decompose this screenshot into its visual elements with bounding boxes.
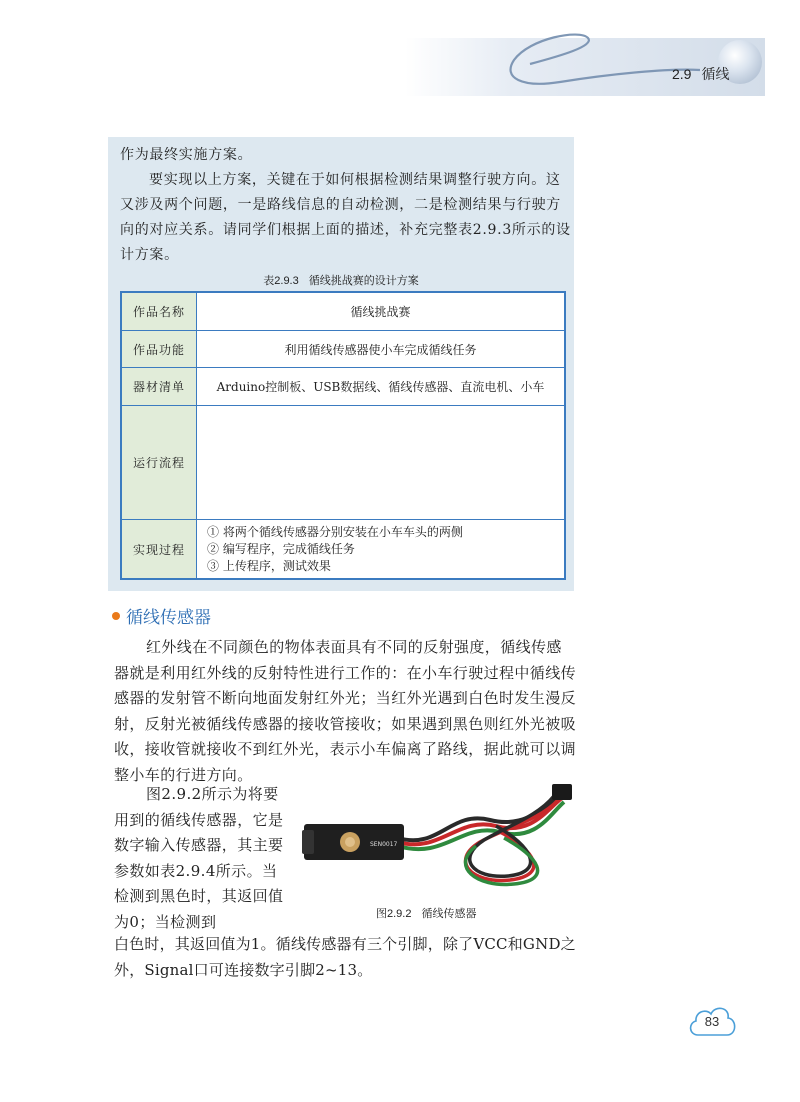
- row-label-process: 实现过程: [121, 520, 197, 580]
- row-label-flow: 运行流程: [121, 406, 197, 520]
- section-heading-text: 循线传感器: [126, 608, 211, 628]
- section-title: 循线: [701, 66, 730, 82]
- row-value-materials: Arduino控制板、USB数据线、循线传感器、直流电机、小车: [197, 368, 566, 406]
- box-paragraph-1: 作为最终实施方案。: [120, 147, 253, 163]
- table-row: [121, 331, 565, 368]
- body-paragraph-2: 图2.9.2所示为将要用到的循线传感器，它是数字输入传感器，其主要参数如表2.9.4所示。当检测到黑色时，其返回值为0；当检测到: [114, 785, 284, 931]
- row-label-function: 作品功能: [121, 331, 197, 368]
- table-row: [121, 292, 565, 331]
- table-row: [121, 520, 565, 580]
- table-row: [121, 406, 565, 520]
- section-number: 2.9: [672, 66, 692, 82]
- process-step-2: ② 编写程序，完成循线任务: [207, 541, 355, 556]
- table-caption-title: 循线挑战赛的设计方案: [308, 275, 419, 287]
- svg-text:SEN0017: SEN0017: [370, 841, 398, 848]
- section-heading: [112, 603, 211, 628]
- design-table: [120, 291, 566, 580]
- figure-caption-number: 图2.9.2: [376, 908, 412, 920]
- box-paragraph-2: 要实现以上方案，关键在于如何根据检测结果调整行驶方向。这又涉及两个问题，一是路线信息的自动检测，二是检测结果与行驶方向的对应关系。请同学们根据上面的描述，补充完整表2.9.3所示的设计方案。: [120, 172, 571, 263]
- bullet-dot-icon: [112, 612, 120, 620]
- body-paragraph-1: 红外线在不同颜色的物体表面具有不同的反射强度，循线传感器就是利用红外线的反射特性进行工作的：在小车行驶过程中循线传感器的发射管不断向地面发射红外光；当红外光遇到白色时发生漫反射，反射光被循线传感器的接收管接收；如果遇到黑色则红外光被吸收，接收管就接收不到红外光，表示小车偏离了路线，据此就可以调整小车的行进方向。: [114, 638, 577, 784]
- process-step-1: ① 将两个循线传感器分别安装在小车车头的两侧: [207, 524, 463, 539]
- table-caption-number: 表2.9.3: [263, 275, 299, 287]
- row-label-materials: 器材清单: [121, 368, 197, 406]
- figure-caption: [376, 905, 476, 921]
- process-step-3: ③ 上传程序，测试效果: [207, 558, 331, 573]
- body-paragraph-3: 白色时，其返回值为1。循线传感器有三个引脚，除了VCC和GND之外，Signal口可连接数字引脚2~13。: [114, 935, 576, 979]
- line-sensor-image: [300, 780, 580, 890]
- header-e-logo: [500, 30, 700, 100]
- activity-box: [108, 137, 574, 591]
- table-row: [121, 368, 565, 406]
- row-value-flow-blank[interactable]: [197, 406, 566, 520]
- table-caption: [108, 272, 574, 288]
- row-value-process: [197, 520, 566, 580]
- figure-caption-title: 循线传感器: [421, 908, 477, 920]
- row-value-function: 利用循线传感器使小车完成循线任务: [197, 331, 566, 368]
- row-label-name: 作品名称: [121, 292, 197, 331]
- page-number: 83: [704, 1014, 720, 1029]
- row-value-name: 循线挑战赛: [197, 292, 566, 331]
- chapter-header: [672, 64, 729, 84]
